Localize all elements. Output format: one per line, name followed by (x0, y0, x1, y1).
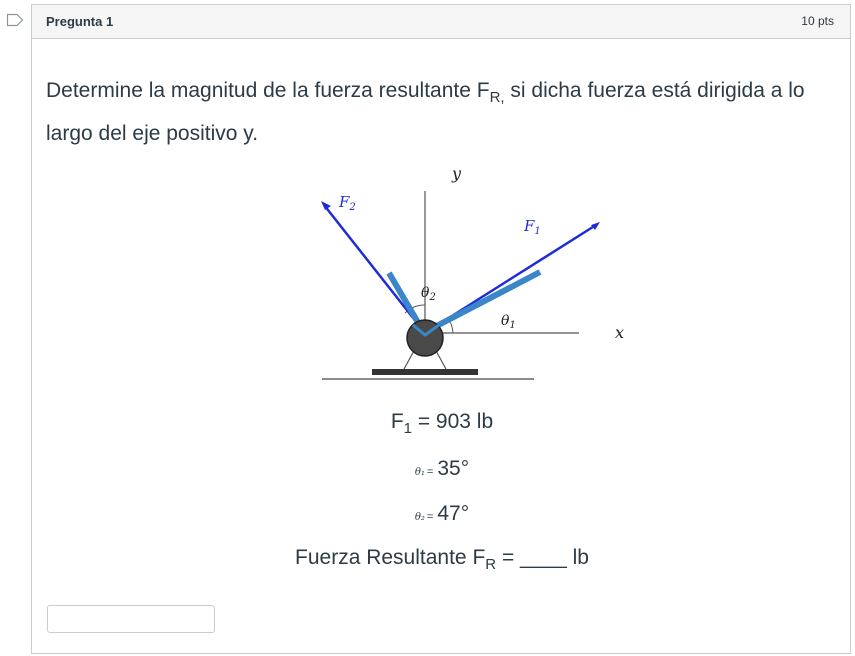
question-header (32, 5, 850, 39)
theta2-label-main: θ (421, 285, 430, 301)
given-f1-label: F (390, 410, 404, 433)
theta1-label-main: θ (501, 313, 510, 329)
given-theta1-equals: = (426, 466, 434, 478)
theta2-label (421, 285, 436, 303)
force1-sleeve (427, 272, 540, 331)
question-title: Pregunta 1 (46, 14, 114, 29)
given-theta1-symbol: θ₁ (414, 467, 425, 478)
question-card (31, 4, 851, 654)
question-text (46, 73, 806, 152)
given-theta2-value: 47° (437, 502, 470, 525)
force-diagram (282, 155, 625, 385)
force1-label (523, 217, 541, 237)
question-points: 10 pts (801, 14, 834, 28)
given-f1 (32, 410, 852, 437)
resultant-force-prompt (32, 546, 852, 573)
force2-label-main: F (339, 193, 350, 211)
given-f1-sub: 1 (403, 420, 412, 437)
bookmark-flag-icon[interactable] (6, 13, 24, 27)
answer-input[interactable] (47, 605, 215, 633)
resultant-force-label: Fuerza Resultante F (295, 546, 486, 569)
force2-arrowhead (321, 201, 331, 210)
force2-label (338, 193, 356, 213)
force1-arrowhead (591, 222, 600, 230)
resultant-force-sub: R (485, 556, 497, 573)
force1-label-main: F (524, 217, 535, 235)
resultant-force-value: = ____ lb (496, 546, 589, 569)
given-theta1-value: 35° (437, 457, 470, 480)
given-theta2-symbol: θ₂ (414, 512, 425, 523)
given-f1-value: = 903 lb (412, 410, 494, 433)
theta1-label (501, 313, 516, 331)
theta2-label-sub: 2 (429, 292, 436, 303)
question-text-after: si dicha fuerza está dirigida a lo largo del eje positivo y. (46, 79, 805, 145)
support-base (372, 369, 478, 375)
force1-label-sub: 1 (534, 226, 541, 237)
given-theta2-equals: = (426, 511, 434, 523)
force2-label-sub: 2 (349, 202, 356, 213)
given-theta1 (32, 457, 852, 481)
question-text-subscript: R, (489, 89, 505, 106)
y-axis-label: y (452, 164, 462, 183)
given-theta2 (32, 502, 852, 526)
x-axis-label: x (615, 323, 625, 342)
theta1-label-sub: 1 (509, 320, 516, 331)
question-text-before: Determine la magnitud de la fuerza resultante F (46, 79, 490, 102)
